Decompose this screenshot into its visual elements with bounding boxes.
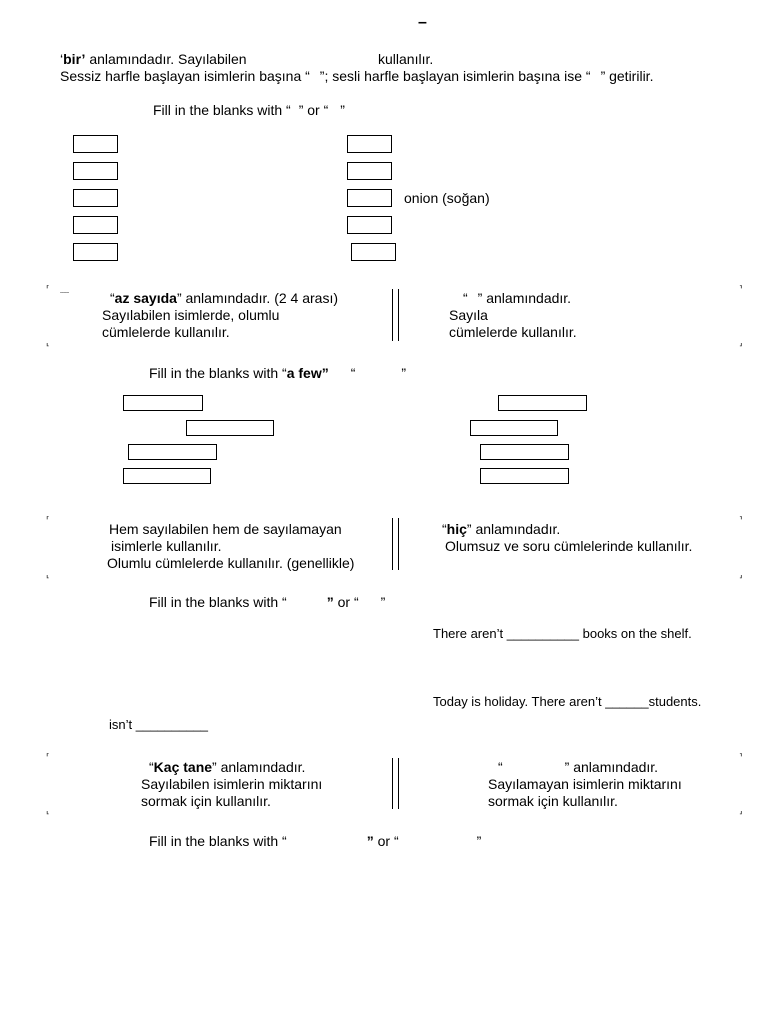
sec4-left-line-2: Sayılabilen isimlerin miktarını [141, 776, 323, 792]
ex4-prompt-c: or “ [373, 833, 399, 849]
corner-mark: ⸤ [46, 337, 50, 347]
sec2-left-line-3: cümlelerde kullanılır. [102, 324, 230, 340]
sec4-left-line-3: sormak için kullanılır. [141, 793, 271, 809]
ex1-blank-6[interactable] [347, 135, 392, 153]
ex2-prompt-a: Fill in the blanks with “ [149, 365, 287, 381]
exercise-2-prompt [149, 365, 406, 382]
ex2-blank-7[interactable] [480, 444, 569, 460]
ex3-sentence-1: There aren’t __________ books on the shelf. [433, 626, 692, 641]
ex1-blank-2[interactable] [73, 162, 118, 180]
ex3-sentence-3: isn’t __________ [109, 717, 209, 732]
sec2-right-line-2: Sayıla [449, 307, 488, 323]
page-title-dash: – [418, 14, 427, 31]
sec2-az-sayida: az sayıda [114, 290, 177, 306]
sec3-quote-open: “ [442, 521, 447, 537]
ex2-blank-1[interactable] [123, 395, 203, 411]
corner-mark: ⸢ [46, 752, 50, 762]
intro-consonant-rule: Sessiz harfle başlayan isimlerin başına “ [60, 68, 310, 84]
corner-mark: ⸢ [46, 515, 50, 525]
ex2-blank-3[interactable] [128, 444, 217, 460]
ex1-blank-7[interactable] [347, 162, 392, 180]
ex1-blank-1[interactable] [73, 135, 118, 153]
sec3-left-line-3: Olumlu cümlelerde kullanılır. (genellikle) [107, 555, 355, 571]
ex2-blank-8[interactable] [480, 468, 569, 484]
ex3-sentence-2: Today is holiday. There aren’t ______students. [433, 694, 702, 709]
intro-meaning: anlamındadır. Sayılabilen [85, 51, 247, 67]
section-divider [392, 758, 399, 809]
sec2-right-line-3: cümlelerde kullanılır. [449, 324, 577, 340]
ex2-prompt-c: “ [350, 365, 356, 381]
intro-vowel-rule: ”; sesli harfle başlayan isimlerin başına ise “ [319, 68, 591, 84]
corner-mark: ⸣ [739, 284, 743, 294]
sec3-hic: hiç [446, 521, 467, 537]
intro-used: kullanılır. [378, 51, 434, 67]
section-divider [392, 518, 399, 570]
sec4-right-line-2: Sayılamayan isimlerin miktarını [488, 776, 682, 792]
intro-line-1 [60, 51, 247, 68]
sec2-right-meaning: ” anlamındadır. [477, 290, 572, 306]
corner-mark: ⸣ [739, 515, 743, 525]
intro-line-2 [60, 68, 653, 85]
sec3-left-line-2: isimlerle kullanılır. [111, 538, 222, 554]
ex4-prompt-bold: ” [366, 833, 374, 849]
intro-bir: bir’ [63, 51, 86, 67]
sec3-meaning: ” anlamındadır. [466, 521, 561, 537]
exercise-1-prompt [153, 102, 345, 119]
ex2-blank-4[interactable] [123, 468, 211, 484]
corner-mark: ⸤ [46, 805, 50, 815]
sec4-kac-tane: Kaç tane [153, 759, 213, 775]
ex2-blank-5[interactable] [498, 395, 587, 411]
corner-mark: ⸣ [739, 752, 743, 762]
sec4-right-quote: “ [498, 759, 503, 775]
sec4-right-line-1 [498, 759, 658, 776]
ex1-prompt-b: ” or “ [298, 102, 329, 118]
ex1-blank-3[interactable] [73, 189, 118, 207]
ex3-prompt-d: ” [380, 594, 386, 610]
ex1-blank-4[interactable] [73, 216, 118, 234]
exercise-4-prompt [149, 833, 481, 850]
ex1-blank-9[interactable] [347, 216, 392, 234]
ex1-blank-5[interactable] [73, 243, 118, 261]
ex3-prompt-c: or “ [333, 594, 359, 610]
ex2-prompt-d: ” [401, 365, 407, 381]
ex1-onion-word: onion (soğan) [404, 190, 490, 206]
sec2-left-line-1 [110, 290, 338, 307]
corner-mark-small: ﹏ [60, 284, 70, 294]
corner-mark: ⸥ [739, 569, 743, 579]
sec3-right-line-2: Olumsuz ve soru cümlelerinde kullanılır. [445, 538, 693, 554]
ex3-prompt-bold: ” [326, 594, 334, 610]
sec4-left-line-1 [149, 759, 305, 776]
ex1-blank-10[interactable] [351, 243, 396, 261]
ex2-blank-6[interactable] [470, 420, 558, 436]
sec2-meaning: ” anlamındadır. (2 4 arası) [176, 290, 339, 306]
exercise-3-prompt [149, 594, 385, 611]
corner-mark: ⸢ [46, 284, 50, 294]
intro-quote: ‘ [60, 51, 64, 67]
sec4-right-meaning: ” anlamındadır. [564, 759, 659, 775]
ex1-prompt-a: Fill in the blanks with “ [153, 102, 291, 118]
sec4-right-line-3: sormak için kullanılır. [488, 793, 618, 809]
sec3-right-line-1 [442, 521, 560, 538]
ex4-prompt-d: ” [476, 833, 482, 849]
sec4-meaning: ” anlamındadır. [212, 759, 306, 775]
corner-mark: ⸥ [739, 805, 743, 815]
sec2-right-line-1 [463, 290, 571, 307]
ex2-a-few: a few” [286, 365, 329, 381]
ex2-blank-2[interactable] [186, 420, 274, 436]
ex1-prompt-c: ” [340, 102, 345, 118]
sec4-quote-open: “ [149, 759, 154, 775]
sec2-quote-open: “ [110, 290, 115, 306]
ex4-prompt-a: Fill in the blanks with “ [149, 833, 287, 849]
intro-end: ” getirilir. [600, 68, 654, 84]
ex1-blank-8[interactable] [347, 189, 392, 207]
section-divider [392, 289, 399, 341]
corner-mark: ⸤ [46, 569, 50, 579]
sec3-left-line-1: Hem sayılabilen hem de sayılamayan [109, 521, 342, 537]
sec2-right-quote: “ [463, 290, 468, 306]
sec2-left-line-2: Sayılabilen isimlerde, olumlu [102, 307, 280, 323]
ex3-prompt-a: Fill in the blanks with “ [149, 594, 287, 610]
corner-mark: ⸥ [739, 337, 743, 347]
